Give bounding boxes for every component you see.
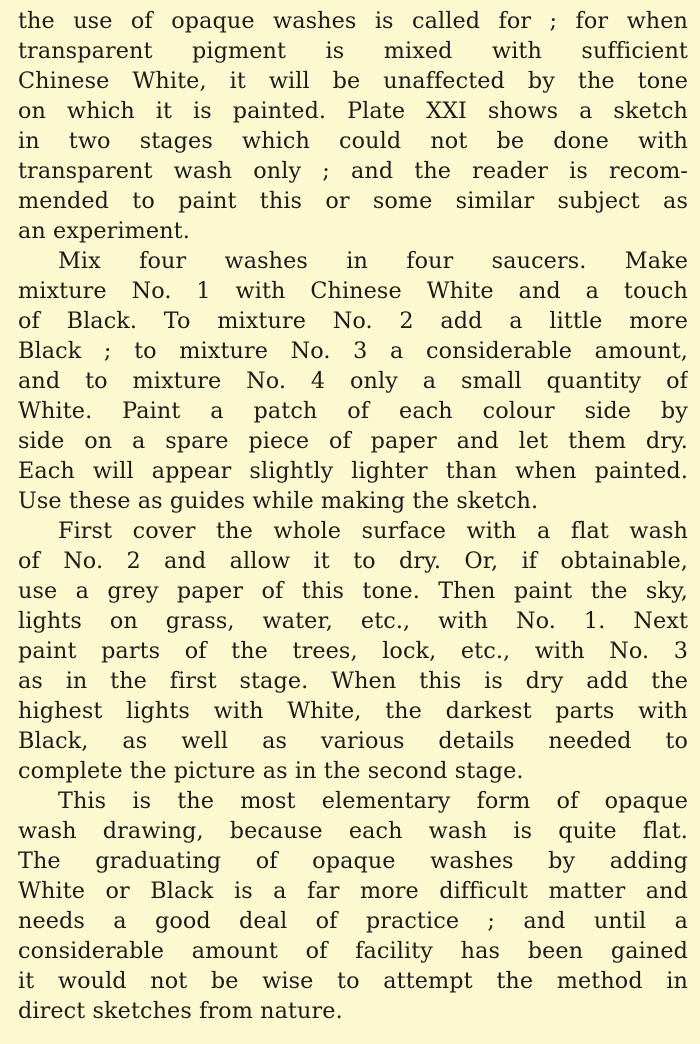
text-line: highest lights with White, the darkest parts with [18, 698, 688, 724]
text-line: paint parts of the trees, lock, etc., with No. 3 [18, 638, 688, 664]
text-line: Mix four washes in four saucers. Make [58, 248, 688, 274]
text-line: transparent wash only ; and the reader is recom- [18, 158, 688, 184]
text-line: considerable amount of facility has been gained [18, 938, 688, 964]
text-line: needs a good deal of practice ; and until a [18, 908, 688, 934]
text-line: side on a spare piece of paper and let them dry. [18, 428, 688, 454]
text-line: Chinese White, it will be unaffected by the tone [18, 68, 688, 94]
text-line: mixture No. 1 with Chinese White and a touch [18, 278, 688, 304]
text-line: Black, as well as various details needed to [18, 728, 688, 754]
text-line: This is the most elementary form of opaque [58, 788, 688, 814]
paragraph-elementary-form [18, 786, 688, 1026]
text-line: mended to paint this or some similar subject as [18, 188, 688, 214]
text-line: of No. 2 and allow it to dry. Or, if obtainable, [18, 548, 688, 574]
text-line: it would not be wise to attempt the method in [18, 968, 688, 994]
book-page [18, 0, 688, 1044]
paragraph-opaque-washes [18, 6, 688, 246]
text-line: on which it is painted. Plate XXI shows a sketch [18, 98, 688, 124]
text-line: White or Black is a far more difficult matter and [18, 878, 688, 904]
text-line: of Black. To mixture No. 2 add a little more [18, 308, 688, 334]
page-body [18, 0, 688, 1026]
text-line: the use of opaque washes is called for ; for when [18, 8, 688, 34]
text-line: Use these as guides while making the sketch. [18, 488, 539, 514]
text-line: The graduating of opaque washes by adding [18, 848, 688, 874]
text-line: complete the picture as in the second stage. [18, 758, 524, 784]
text-line: use a grey paper of this tone. Then paint the sky, [18, 578, 688, 604]
text-line: an experiment. [18, 218, 190, 244]
text-line: direct sketches from nature. [18, 998, 343, 1024]
text-line: Each will appear slightly lighter than when painted. [18, 458, 688, 484]
text-line: as in the first stage. When this is dry add the [18, 668, 688, 694]
paragraph-first-cover [18, 516, 688, 786]
text-line: wash drawing, because each wash is quite flat. [18, 818, 688, 844]
text-line: First cover the whole surface with a flat wash [58, 518, 688, 544]
text-line: White. Paint a patch of each colour side by [18, 398, 688, 424]
text-line: and to mixture No. 4 only a small quantity of [18, 368, 688, 394]
text-line: Black ; to mixture No. 3 a considerable amount, [18, 338, 688, 364]
text-line: transparent pigment is mixed with sufficient [18, 38, 688, 64]
text-line: in two stages which could not be done with [18, 128, 688, 154]
paragraph-mix-washes [18, 246, 688, 516]
text-line: lights on grass, water, etc., with No. 1. Next [18, 608, 688, 634]
